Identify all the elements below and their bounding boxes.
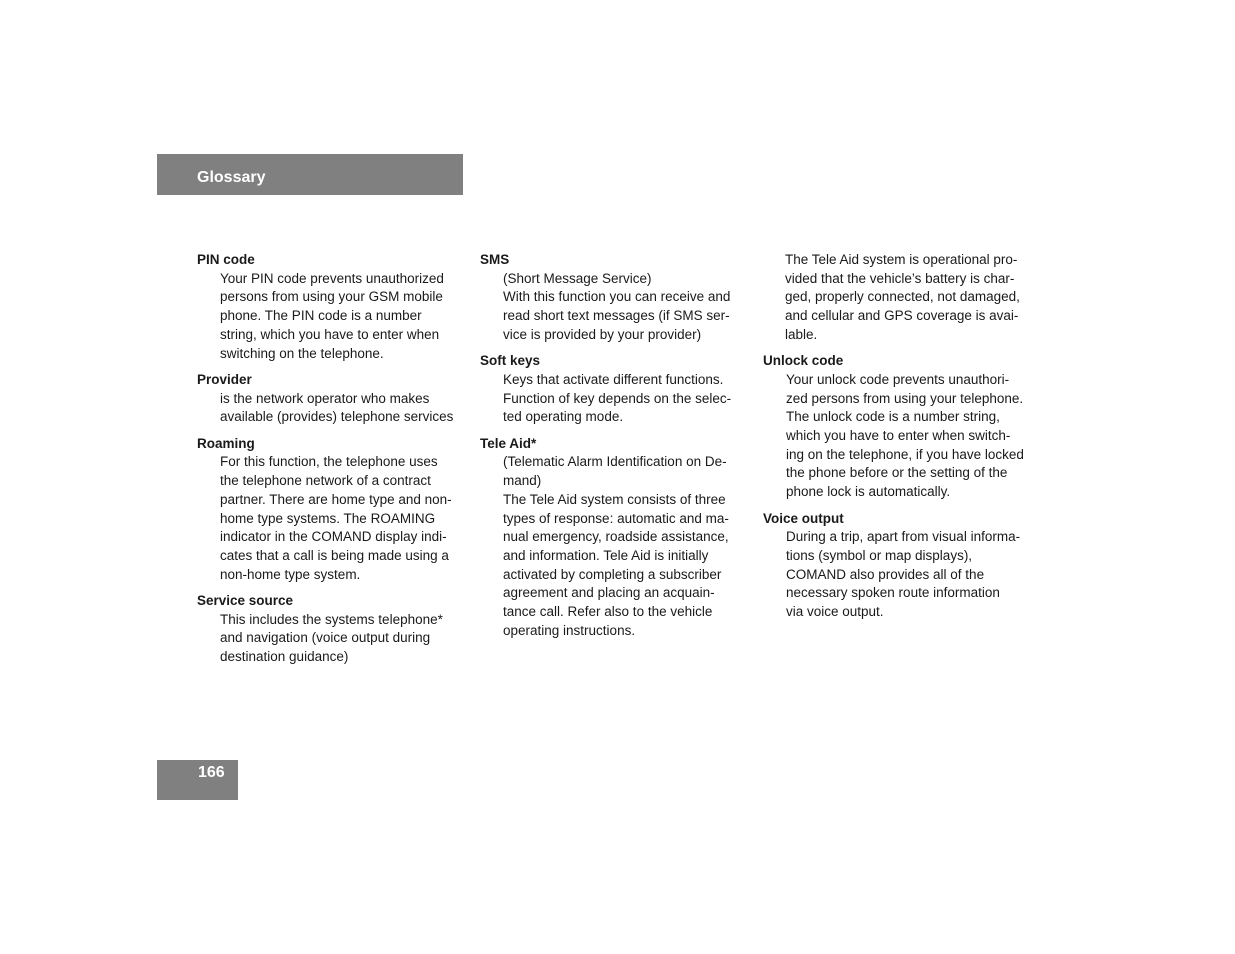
definition-line: persons from using your GSM mobile bbox=[220, 289, 443, 305]
glossary-definition bbox=[503, 371, 750, 427]
definition-line: the phone before or the setting of the bbox=[786, 465, 1008, 481]
definition-line: partner. There are home type and non- bbox=[220, 491, 452, 507]
definition-line: The Tele Aid system consists of three bbox=[503, 491, 726, 507]
definition-line: and information. Tele Aid is initially bbox=[503, 547, 709, 563]
definition-line: nual emergency, roadside assistance, bbox=[503, 529, 729, 545]
definition-line: via voice output. bbox=[786, 604, 884, 620]
definition-line: agreement and placing an acquain- bbox=[503, 585, 715, 601]
glossary-definition bbox=[503, 270, 750, 345]
definition-line: indicator in the COMAND display indi- bbox=[220, 529, 447, 545]
glossary-entry-tele-aid bbox=[480, 435, 750, 641]
definition-line: and navigation (voice output during bbox=[220, 630, 431, 646]
definition-line: types of response: automatic and ma- bbox=[503, 510, 729, 526]
glossary-term: Voice output bbox=[763, 510, 844, 526]
definition-line: ing on the telephone, if you have locked bbox=[786, 446, 1024, 462]
glossary-column-3 bbox=[763, 251, 1033, 622]
section-title: Glossary bbox=[197, 169, 266, 186]
glossary-entry-voice-output bbox=[763, 510, 1033, 622]
glossary-definition bbox=[220, 453, 467, 584]
page-number-box bbox=[157, 760, 238, 800]
glossary-term: PIN code bbox=[197, 252, 255, 267]
definition-line: and cellular and GPS coverage is avai- bbox=[785, 308, 1019, 324]
glossary-entry-sms bbox=[480, 251, 750, 345]
glossary-term: Unlock code bbox=[763, 353, 844, 369]
definition-line: switching on the telephone. bbox=[220, 345, 384, 361]
glossary-definition bbox=[220, 611, 467, 667]
glossary-column-1 bbox=[197, 251, 467, 667]
glossary-entry-service-source bbox=[197, 592, 467, 667]
acronym-expansion: mand) bbox=[503, 473, 542, 489]
definition-line: available (provides) telephone services bbox=[220, 409, 454, 425]
definition-line: For this function, the telephone uses bbox=[220, 454, 438, 470]
page-number: 166 bbox=[198, 764, 225, 781]
glossary-term: Soft keys bbox=[480, 353, 541, 369]
definition-line: vice is provided by your provider) bbox=[503, 326, 702, 342]
glossary-definition bbox=[220, 270, 467, 364]
definition-line: home type systems. The ROAMING bbox=[220, 510, 436, 526]
definition-line: cates that a call is being made using a bbox=[220, 547, 449, 563]
definition-line: phone lock is automatically. bbox=[786, 484, 951, 500]
definition-line: This includes the systems telephone* bbox=[220, 611, 443, 627]
glossary-entry-soft-keys bbox=[480, 352, 750, 427]
glossary-entry-pin-code bbox=[197, 251, 467, 363]
glossary-term: Provider bbox=[197, 371, 252, 387]
definition-line: which you have to enter when switch- bbox=[786, 428, 1011, 444]
glossary-definition bbox=[786, 528, 1033, 622]
definition-line: zed persons from using your telephone. bbox=[786, 390, 1024, 406]
definition-line: ted operating mode. bbox=[503, 409, 624, 425]
glossary-definition bbox=[786, 371, 1033, 502]
glossary-definition bbox=[503, 453, 750, 640]
glossary-term: SMS bbox=[480, 252, 510, 267]
definition-line: destination guidance) bbox=[220, 649, 349, 665]
glossary-entry-roaming bbox=[197, 435, 467, 585]
glossary-definition bbox=[220, 390, 467, 427]
definition-line: Your unlock code prevents unauthori- bbox=[786, 371, 1010, 387]
definition-line: is the network operator who makes bbox=[220, 390, 430, 406]
glossary-term: Roaming bbox=[197, 435, 255, 451]
definition-line: operating instructions. bbox=[503, 622, 636, 638]
definition-line: lable. bbox=[785, 326, 818, 342]
acronym-expansion: (Short Message Service) bbox=[503, 270, 652, 286]
definition-line: tance call. Refer also to the vehicle bbox=[503, 604, 713, 620]
definition-line: The unlock code is a number string, bbox=[786, 409, 1000, 425]
definition-line: non-home type system. bbox=[220, 566, 361, 582]
definition-line: necessary spoken route information bbox=[786, 585, 1000, 601]
definition-line: vided that the vehicle’s battery is char- bbox=[785, 270, 1015, 286]
definition-line: With this function you can receive and bbox=[503, 289, 731, 305]
definition-line: COMAND also provides all of the bbox=[786, 566, 985, 582]
definition-line: activated by completing a subscriber bbox=[503, 566, 722, 582]
definition-line: phone. The PIN code is a number bbox=[220, 308, 422, 324]
definition-line: Function of key depends on the selec- bbox=[503, 390, 732, 406]
glossary-term: Tele Aid* bbox=[480, 435, 537, 451]
definition-line: tions (symbol or map displays), bbox=[786, 547, 973, 563]
definition-line: Your PIN code prevents unauthorized bbox=[220, 270, 444, 286]
definition-line: ged, properly connected, not damaged, bbox=[785, 289, 1020, 305]
definition-line: During a trip, apart from visual informa- bbox=[786, 529, 1021, 545]
glossary-term: Service source bbox=[197, 593, 294, 609]
glossary-column-2 bbox=[480, 251, 750, 640]
section-header-bar bbox=[157, 154, 463, 195]
glossary-entry-unlock-code bbox=[763, 352, 1033, 502]
definition-line: string, which you have to enter when bbox=[220, 326, 440, 342]
definition-line: the telephone network of a contract bbox=[220, 473, 431, 489]
definition-line: read short text messages (if SMS ser- bbox=[503, 308, 730, 324]
glossary-entry-provider bbox=[197, 371, 467, 427]
acronym-expansion: (Telematic Alarm Identification on De- bbox=[503, 454, 727, 470]
definition-line: The Tele Aid system is operational pro- bbox=[785, 252, 1018, 267]
tele-aid-continuation bbox=[785, 251, 1033, 345]
definition-line: Keys that activate different functions. bbox=[503, 371, 724, 387]
